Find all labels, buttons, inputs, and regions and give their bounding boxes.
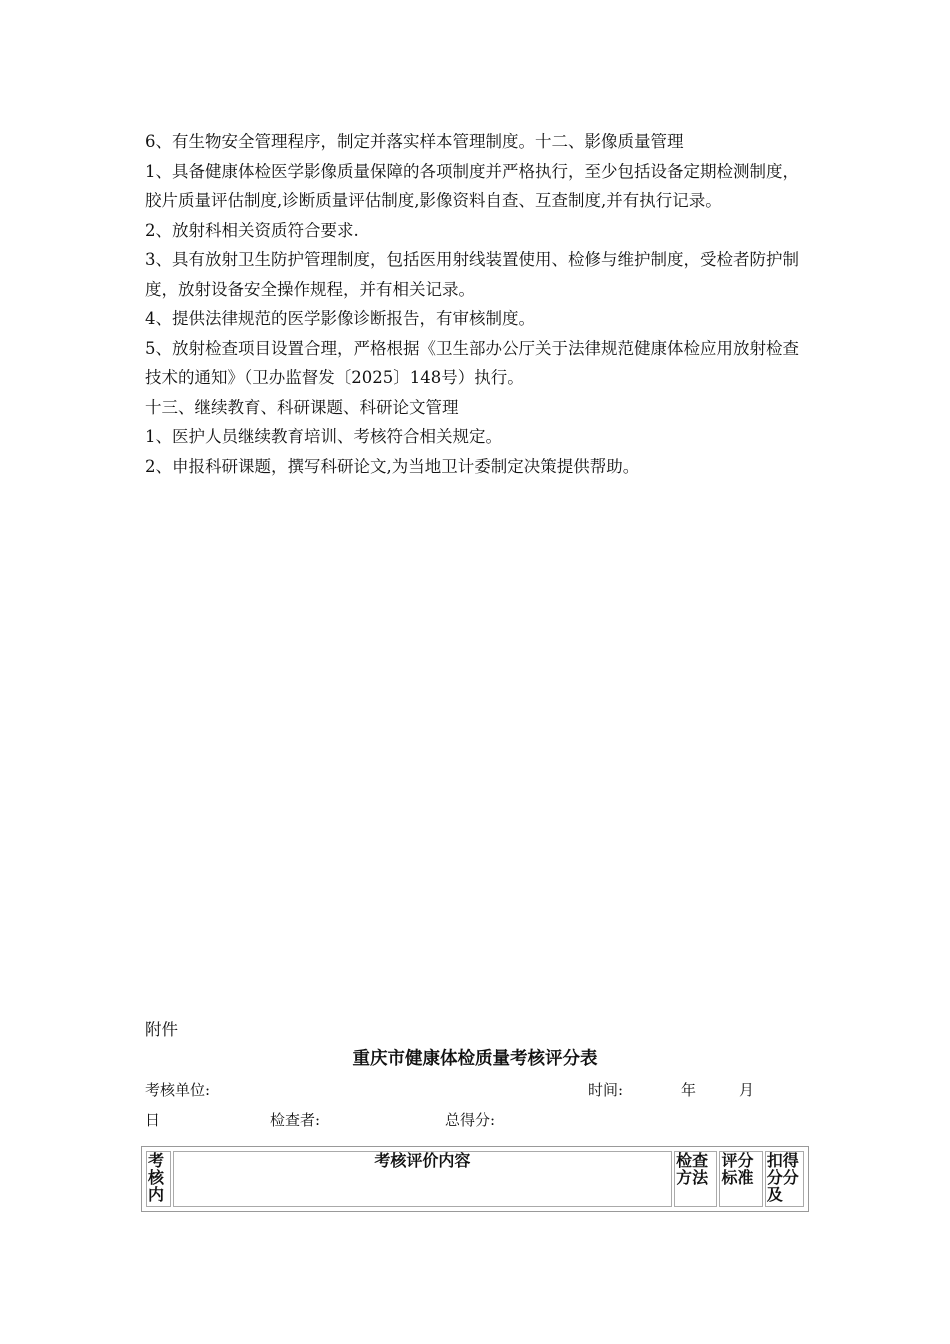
body-text (145, 127, 815, 481)
annex-label: 附件 (145, 1020, 178, 1039)
time-label: 时间: (588, 1081, 624, 1099)
inspector-label: 检查者: (270, 1111, 321, 1129)
header-method: 检查方法 (674, 1151, 717, 1207)
total-score-label: 总得分: (445, 1111, 496, 1129)
paragraph: 5、放射检查项目设置合理，严格根据《卫生部办公厅关于法律规范健康体检应用放射检查技术的通知》（卫办监督发〔2025〕148号）执行。 (145, 338, 799, 387)
header-content: 考核评价内容 (173, 1151, 672, 1207)
day-label: 日 (145, 1111, 161, 1129)
year-label: 年 (681, 1081, 697, 1099)
header-category: 考核内 (146, 1151, 171, 1207)
form-title: 重庆市健康体检质量考核评分表 (352, 1049, 598, 1069)
paragraph: 3、具有放射卫生防护管理制度，包括医用射线装置使用、检修与维护制度，受检者防护制度，放射设备安全操作规程，并有相关记录。 (145, 250, 799, 299)
paragraph: 2、申报科研课题，撰写科研论文,为当地卫计委制定决策提供帮助。 (145, 456, 640, 476)
paragraph: 2、放射科相关资质符合要求. (145, 220, 359, 240)
month-label: 月 (739, 1081, 755, 1099)
header-standard: 评分标准 (719, 1151, 762, 1207)
section-heading: 十三、继续教育、科研课题、科研论文管理 (145, 397, 459, 417)
paragraph: 1、具备健康体检医学影像质量保障的各项制度并严格执行，至少包括设备定期检测制度，胶片质量评估制度,诊断质量评估制度,影像资料自查、互查制度,并有执行记录。 (145, 161, 799, 210)
paragraph: 4、提供法律规范的医学影像诊断报告，有审核制度。 (145, 309, 535, 328)
unit-label: 考核单位: (145, 1081, 211, 1099)
score-table (141, 1146, 809, 1212)
table-header-row (146, 1151, 804, 1207)
header-score: 扣得分分及 (765, 1151, 804, 1207)
paragraph: 6、有生物安全管理程序，制定并落实样本管理制度。十二、影像质量管理 (145, 132, 684, 151)
paragraph: 1、医护人员继续教育培训、考核符合相关规定。 (145, 427, 502, 446)
